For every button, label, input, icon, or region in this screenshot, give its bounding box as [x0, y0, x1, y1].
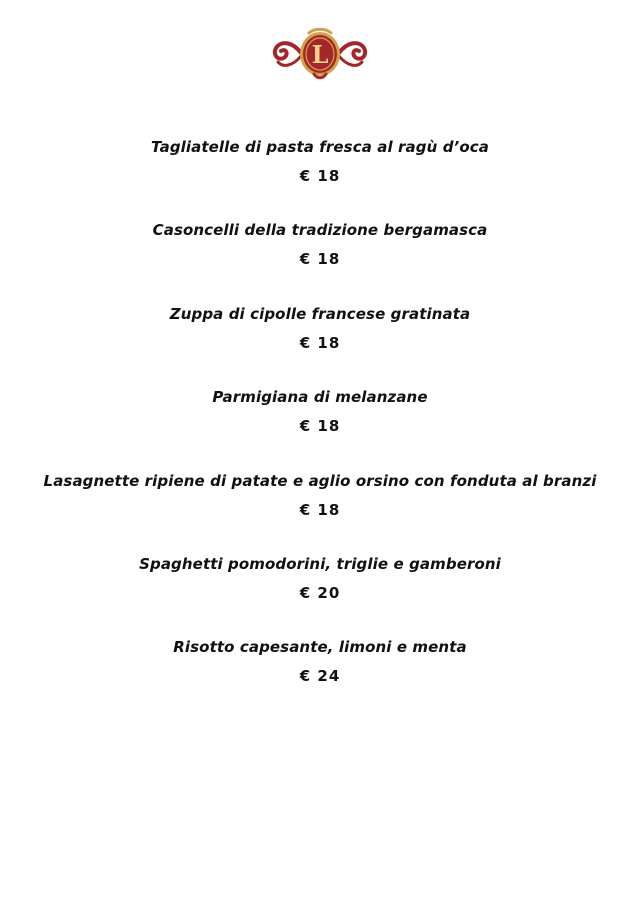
dish-price: € 20: [299, 583, 341, 602]
dish-name: Parmigiana di melanzane: [212, 388, 428, 407]
menu-item: [0, 219, 640, 302]
dish-name: Risotto capesante, limoni e menta: [173, 638, 467, 657]
dish-name: Tagliatelle di pasta fresca al ragù d’oca: [151, 138, 489, 156]
menu-item: [0, 136, 640, 219]
restaurant-logo: [271, 26, 369, 80]
dish-name: Lasagnette ripiene di patate e aglio orsino con fonduta al branzi: [43, 471, 597, 490]
dish-price: € 18: [299, 500, 341, 519]
menu-item: [0, 386, 640, 469]
menu-list: [0, 136, 640, 720]
menu-item: [0, 470, 640, 553]
dish-name: Casoncelli della tradizione bergamasca: [152, 221, 488, 240]
dish-price: € 18: [299, 167, 341, 185]
dish-price: € 18: [299, 417, 341, 436]
dish-name: Zuppa di cipolle francese gratinata: [169, 304, 471, 323]
menu-item: [0, 636, 640, 719]
dish-price: € 24: [299, 667, 341, 686]
menu-item: [0, 553, 640, 636]
dish-price: € 18: [299, 250, 341, 269]
dish-price: € 18: [299, 333, 341, 352]
menu-item: [0, 303, 640, 386]
dish-name: Spaghetti pomodorini, triglie e gamberoni: [139, 554, 501, 573]
logo-letter: L: [311, 40, 329, 69]
